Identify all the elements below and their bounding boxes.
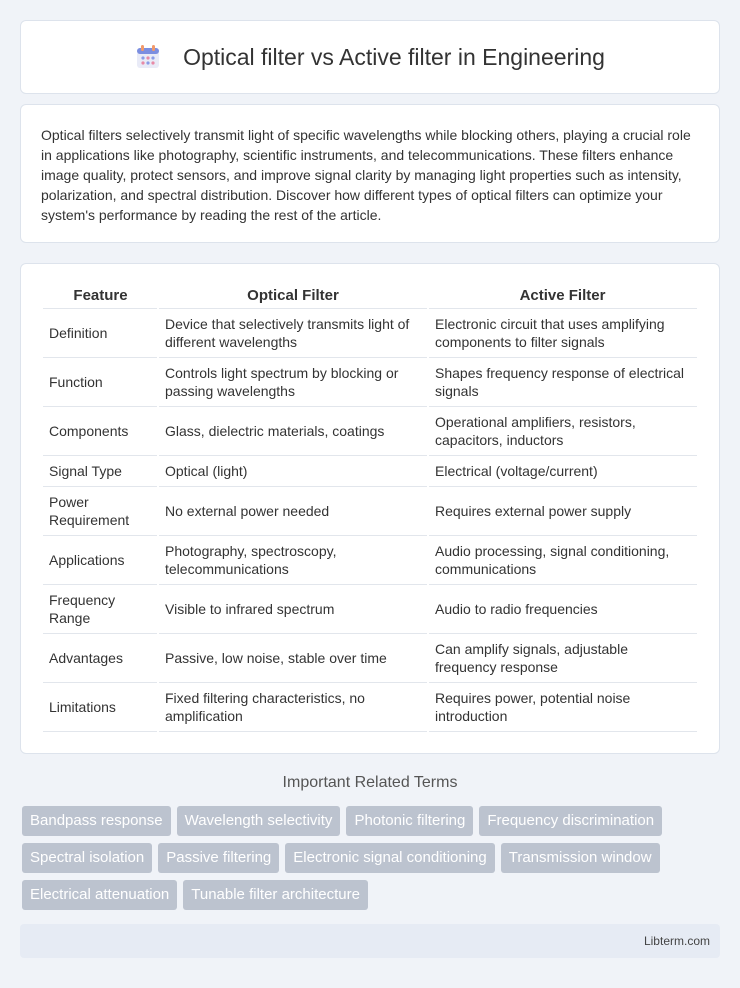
related-terms-title: Important Related Terms [282, 774, 458, 791]
column-header: Feature [43, 284, 158, 308]
table-cell: Limitations [43, 682, 158, 731]
term-tag[interactable]: Photonic filtering [346, 806, 473, 836]
table-cell: Shapes frequency response of electrical signals [428, 357, 697, 406]
table-row [43, 682, 697, 731]
calendar-grid-icon [135, 44, 161, 70]
table-cell: Audio processing, signal conditioning, communications [428, 535, 697, 584]
table-cell: Photography, spectroscopy, telecommunications [158, 535, 428, 584]
table-row [43, 357, 697, 406]
table-cell: Components [43, 406, 158, 455]
table-cell: Visible to infrared spectrum [158, 584, 428, 633]
term-tag[interactable]: Spectral isolation [22, 843, 152, 873]
table-cell: Audio to radio frequencies [428, 584, 697, 633]
table-cell: Frequency Range [43, 584, 158, 633]
table-cell: Definition [43, 308, 158, 357]
term-tag[interactable]: Frequency discrimination [479, 806, 662, 836]
table-row [43, 584, 697, 633]
table-cell: Optical (light) [158, 455, 428, 486]
footer-site-link[interactable]: Libterm.com [643, 934, 710, 948]
table-cell: Operational amplifiers, resistors, capacitors, inductors [428, 406, 697, 455]
table-cell: Power Requirement [43, 486, 158, 535]
term-tag[interactable]: Passive filtering [158, 843, 279, 873]
term-tag[interactable]: Electronic signal conditioning [285, 843, 494, 873]
table-cell: Fixed filtering characteristics, no amplification [158, 682, 428, 731]
table-cell: Controls light spectrum by blocking or passing wavelengths [158, 357, 428, 406]
comparison-table [43, 284, 697, 732]
header-card [20, 20, 720, 94]
column-header: Optical Filter [158, 284, 428, 308]
term-tag[interactable]: Bandpass response [22, 806, 171, 836]
table-row [43, 455, 697, 486]
footer [20, 924, 720, 958]
table-cell: Electrical (voltage/current) [428, 455, 697, 486]
table-cell: No external power needed [158, 486, 428, 535]
table-cell: Passive, low noise, stable over time [158, 633, 428, 682]
term-tag[interactable]: Transmission window [501, 843, 660, 873]
term-tag[interactable]: Electrical attenuation [22, 880, 177, 910]
table-cell: Device that selectively transmits light of different wavelengths [158, 308, 428, 357]
page-title: Optical filter vs Active filter in Engineering [183, 43, 605, 70]
table-row [43, 486, 697, 535]
related-terms-tags [22, 806, 722, 910]
intro-card [20, 104, 720, 243]
table-header-row [43, 284, 697, 308]
comparison-table-card [20, 263, 720, 754]
intro-text: Optical filters selectively transmit light of specific wavelengths while blocking others, playing a crucial role in applications like photography, scientific instruments, and telecommunications. These filters enhance image quality, protect sensors, and improve signal clarity by managing light properties such as intensity, polarization, and spectral distribution. Discover how different types of optical filters can optimize your system's performance by reading the rest of the article. [41, 127, 691, 223]
table-cell: Advantages [43, 633, 158, 682]
table-cell: Glass, dielectric materials, coatings [158, 406, 428, 455]
table-row [43, 633, 697, 682]
table-cell: Electronic circuit that uses amplifying components to filter signals [428, 308, 697, 357]
table-cell: Can amplify signals, adjustable frequency response [428, 633, 697, 682]
term-tag[interactable]: Tunable filter architecture [183, 880, 368, 910]
table-cell: Requires external power supply [428, 486, 697, 535]
term-tag[interactable]: Wavelength selectivity [177, 806, 341, 836]
table-cell: Function [43, 357, 158, 406]
table-cell: Requires power, potential noise introduction [428, 682, 697, 731]
table-cell: Signal Type [43, 455, 158, 486]
table-cell: Applications [43, 535, 158, 584]
table-row [43, 308, 697, 357]
table-row [43, 406, 697, 455]
column-header: Active Filter [428, 284, 697, 308]
table-row [43, 535, 697, 584]
